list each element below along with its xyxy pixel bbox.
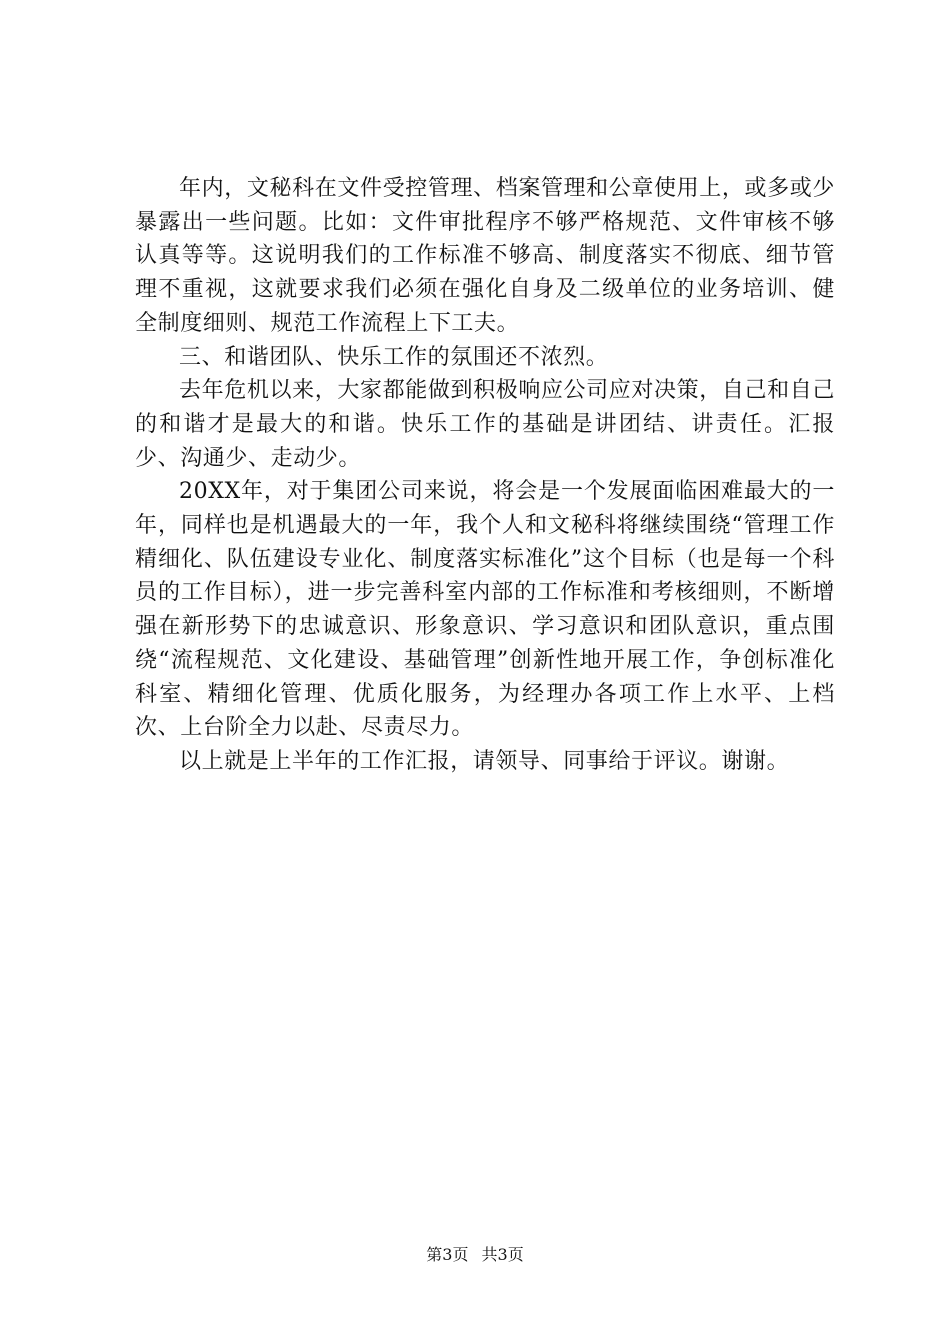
document-body	[135, 172, 835, 779]
paragraph-goals: 20XX年，对于集团公司来说，将会是一个发展面临困难最大的一年，同样也是机遇最大的一年，我个人和文秘科将继续围绕“管理工作精细化、队伍建设专业化、制度落实标准化”这个目标（也是每一个科员的工作目标），进一步完善科室内部的工作标准和考核细则，不断增强在新形势下的忠诚意识、形象意识、学习意识和团队意识，重点围绕“流程规范、文化建设、基础管理”创新性地开展工作，争创标准化科室、精细化管理、优质化服务，为经理办各项工作上水平、上档次、上台阶全力以赴、尽责尽力。	[135, 479, 835, 741]
page-footer	[0, 1244, 950, 1266]
paragraph-problems: 年内，文秘科在文件受控管理、档案管理和公章使用上，或多或少暴露出一些问题。比如：文件审批程序不够严格规范、文件审核不够认真等等。这说明我们的工作标准不够高、制度落实不彻底、细节管理不重视，这就要求我们必须在强化自身及二级单位的业务培训、健全制度细则、规范工作流程上下工夫。	[135, 176, 835, 336]
paragraph-closing: 以上就是上半年的工作汇报，请领导、同事给于评议。谢谢。	[179, 748, 790, 774]
page-total: 共3页	[481, 1245, 524, 1264]
page-number: 第3页	[426, 1245, 469, 1264]
section-heading-team-atmosphere: 三、和谐团队、快乐工作的氛围还不浓烈。	[179, 344, 609, 370]
paragraph-crisis: 去年危机以来，大家都能做到积极响应公司应对决策，自己和自己的和谐才是最大的和谐。快乐工作的基础是讲团结、讲责任。汇报少、沟通少、走动少。	[135, 378, 835, 471]
